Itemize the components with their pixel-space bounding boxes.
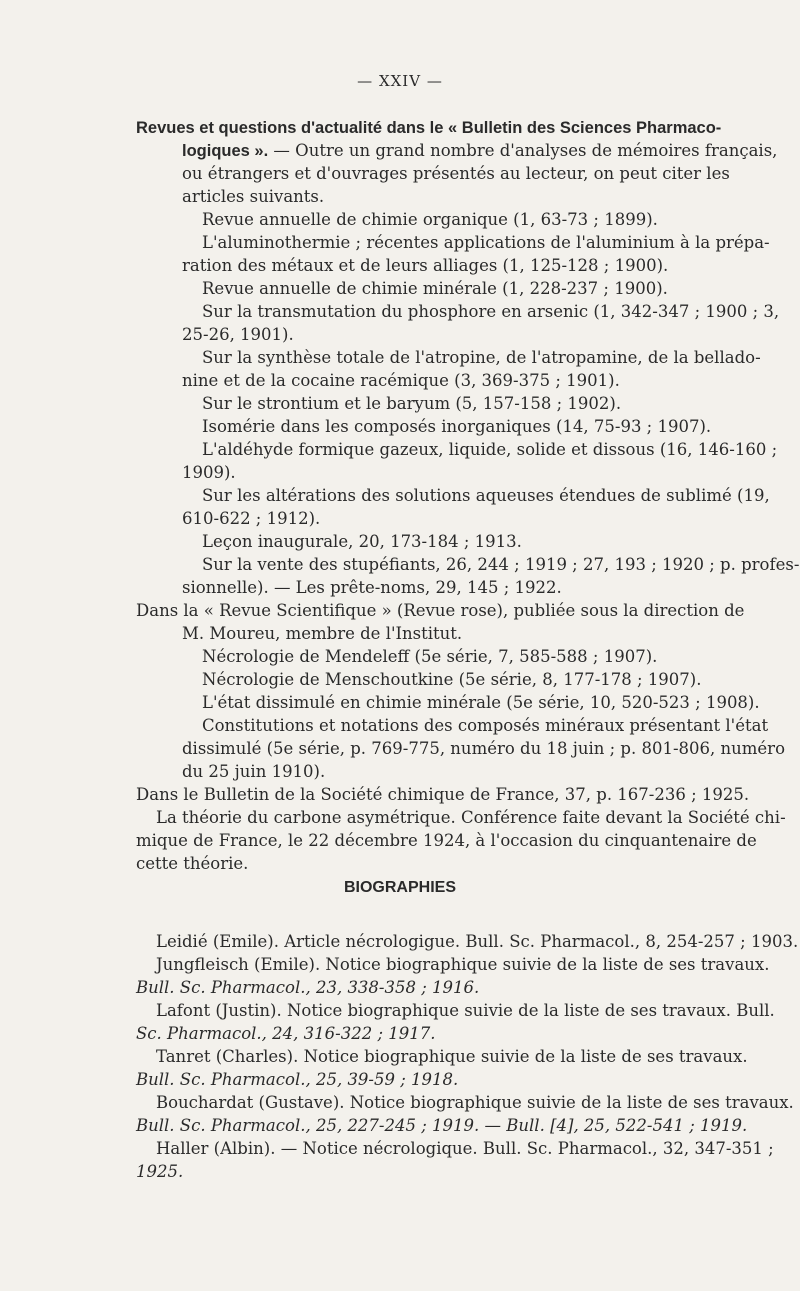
revues-heading: Revues et questions d'actualité dans le « Bulletin des Sciences Pharmaco- xyxy=(136,119,722,137)
biography-entry: Jungfleisch (Emile). Notice biographique suivie de la liste de ses travaux. xyxy=(156,955,770,974)
revue-item: nine et de la cocaine racémique (3, 369-375 ; 1901). xyxy=(182,371,620,390)
revues-intro-line2: ou étrangers et d'ouvrages présentés au lecteur, on peut citer les xyxy=(182,164,730,183)
biography-entry: Sc. Pharmacol., 24, 316-322 ; 1917. xyxy=(136,1024,436,1043)
revues-heading-line2: logiques ». — Outre un grand nombre d'analyses de mémoires français, xyxy=(182,141,778,160)
revue-item: L'aluminothermie ; récentes applications de l'aluminium à la prépa- xyxy=(202,233,770,252)
biography-entry: Bull. Sc. Pharmacol., 23, 338-358 ; 1916. xyxy=(136,978,480,997)
bulletin-chimique-line2: La théorie du carbone asymétrique. Conférence faite devant la Société chi- xyxy=(156,808,786,827)
revue-item: Sur le strontium et le baryum (5, 157-158 ; 1902). xyxy=(202,394,622,413)
revue-item: Sur la synthèse totale de l'atropine, de l'atropamine, de la bellado- xyxy=(202,348,761,367)
revue-item: sionnelle). — Les prête-noms, 29, 145 ; 1922. xyxy=(182,578,562,597)
bulletin-chimique-line3: mique de France, le 22 décembre 1924, à l'occasion du cinquantenaire de xyxy=(136,831,757,850)
revue-item: 25-26, 1901). xyxy=(182,325,294,344)
revue-scientifique-item: L'état dissimulé en chimie minérale (5e série, 10, 520-523 ; 1908). xyxy=(202,693,760,712)
revue-item: 1909). xyxy=(182,463,236,482)
biographies-title: BIOGRAPHIES xyxy=(343,879,456,896)
revue-scientifique-item: Nécrologie de Menschoutkine (5e série, 8, 177-178 ; 1907). xyxy=(202,670,702,689)
revue-item: Isomérie dans les composés inorganiques (14, 75-93 ; 1907). xyxy=(202,417,712,436)
revue-scientifique-line1: Dans la « Revue Scientifique » (Revue rose), publiée sous la direction de xyxy=(136,601,745,620)
revue-item: Sur la vente des stupéfiants, 26, 244 ; 1919 ; 27, 193 ; 1920 ; p. profes- xyxy=(202,555,800,574)
page-number: — XXIV — xyxy=(357,72,443,90)
biography-entry: Bull. Sc. Pharmacol., 25, 227-245 ; 1919. — Bull. [4], 25, 522-541 ; 1919. xyxy=(136,1116,748,1135)
biography-entry: 1925. xyxy=(136,1162,184,1181)
revue-item: L'aldéhyde formique gazeux, liquide, solide et dissous (16, 146-160 ; xyxy=(202,440,778,459)
revue-scientifique-item: dissimulé (5e série, p. 769-775, numéro du 18 juin ; p. 801-806, numéro xyxy=(182,739,785,758)
bulletin-chimique-line4: cette théorie. xyxy=(136,854,249,873)
revue-scientifique-line2: M. Moureu, membre de l'Institut. xyxy=(182,624,463,643)
revue-item: Sur la transmutation du phosphore en arsenic (1, 342-347 ; 1900 ; 3, xyxy=(202,302,780,321)
revue-item: Leçon inaugurale, 20, 173-184 ; 1913. xyxy=(202,532,522,551)
biography-entry: Bouchardat (Gustave). Notice biographique suivie de la liste de ses travaux. xyxy=(156,1093,794,1112)
biography-entry: Haller (Albin). — Notice nécrologique. Bull. Sc. Pharmacol., 32, 347-351 ; xyxy=(156,1139,774,1158)
revue-item: Revue annuelle de chimie minérale (1, 228-237 ; 1900). xyxy=(202,279,668,298)
revue-item: Sur les altérations des solutions aqueuses étendues de sublimé (19, xyxy=(202,486,770,505)
revue-scientifique-item: du 25 juin 1910). xyxy=(182,762,326,781)
revue-scientifique-item: Nécrologie de Mendeleff (5e série, 7, 585-588 ; 1907). xyxy=(202,647,658,666)
revue-item: Revue annuelle de chimie organique (1, 63-73 ; 1899). xyxy=(202,210,658,229)
bulletin-chimique-line1: Dans le Bulletin de la Société chimique de France, 37, p. 167-236 ; 1925. xyxy=(136,785,750,804)
revue-item: ration des métaux et de leurs alliages (1, 125-128 ; 1900). xyxy=(182,256,669,275)
biography-entry: Lafont (Justin). Notice biographique suivie de la liste de ses travaux. Bull. xyxy=(156,1001,775,1020)
revues-intro-line3: articles suivants. xyxy=(182,187,325,206)
biography-entry: Leidié (Emile). Article nécrologigue. Bull. Sc. Pharmacol., 8, 254-257 ; 1903. xyxy=(156,932,799,951)
revue-scientifique-item: Constitutions et notations des composés minéraux présentant l'état xyxy=(202,716,769,735)
revue-item: 610-622 ; 1912). xyxy=(182,509,321,528)
biography-entry: Bull. Sc. Pharmacol., 25, 39-59 ; 1918. xyxy=(136,1070,459,1089)
biography-entry: Tanret (Charles). Notice biographique suivie de la liste de ses travaux. xyxy=(156,1047,748,1066)
